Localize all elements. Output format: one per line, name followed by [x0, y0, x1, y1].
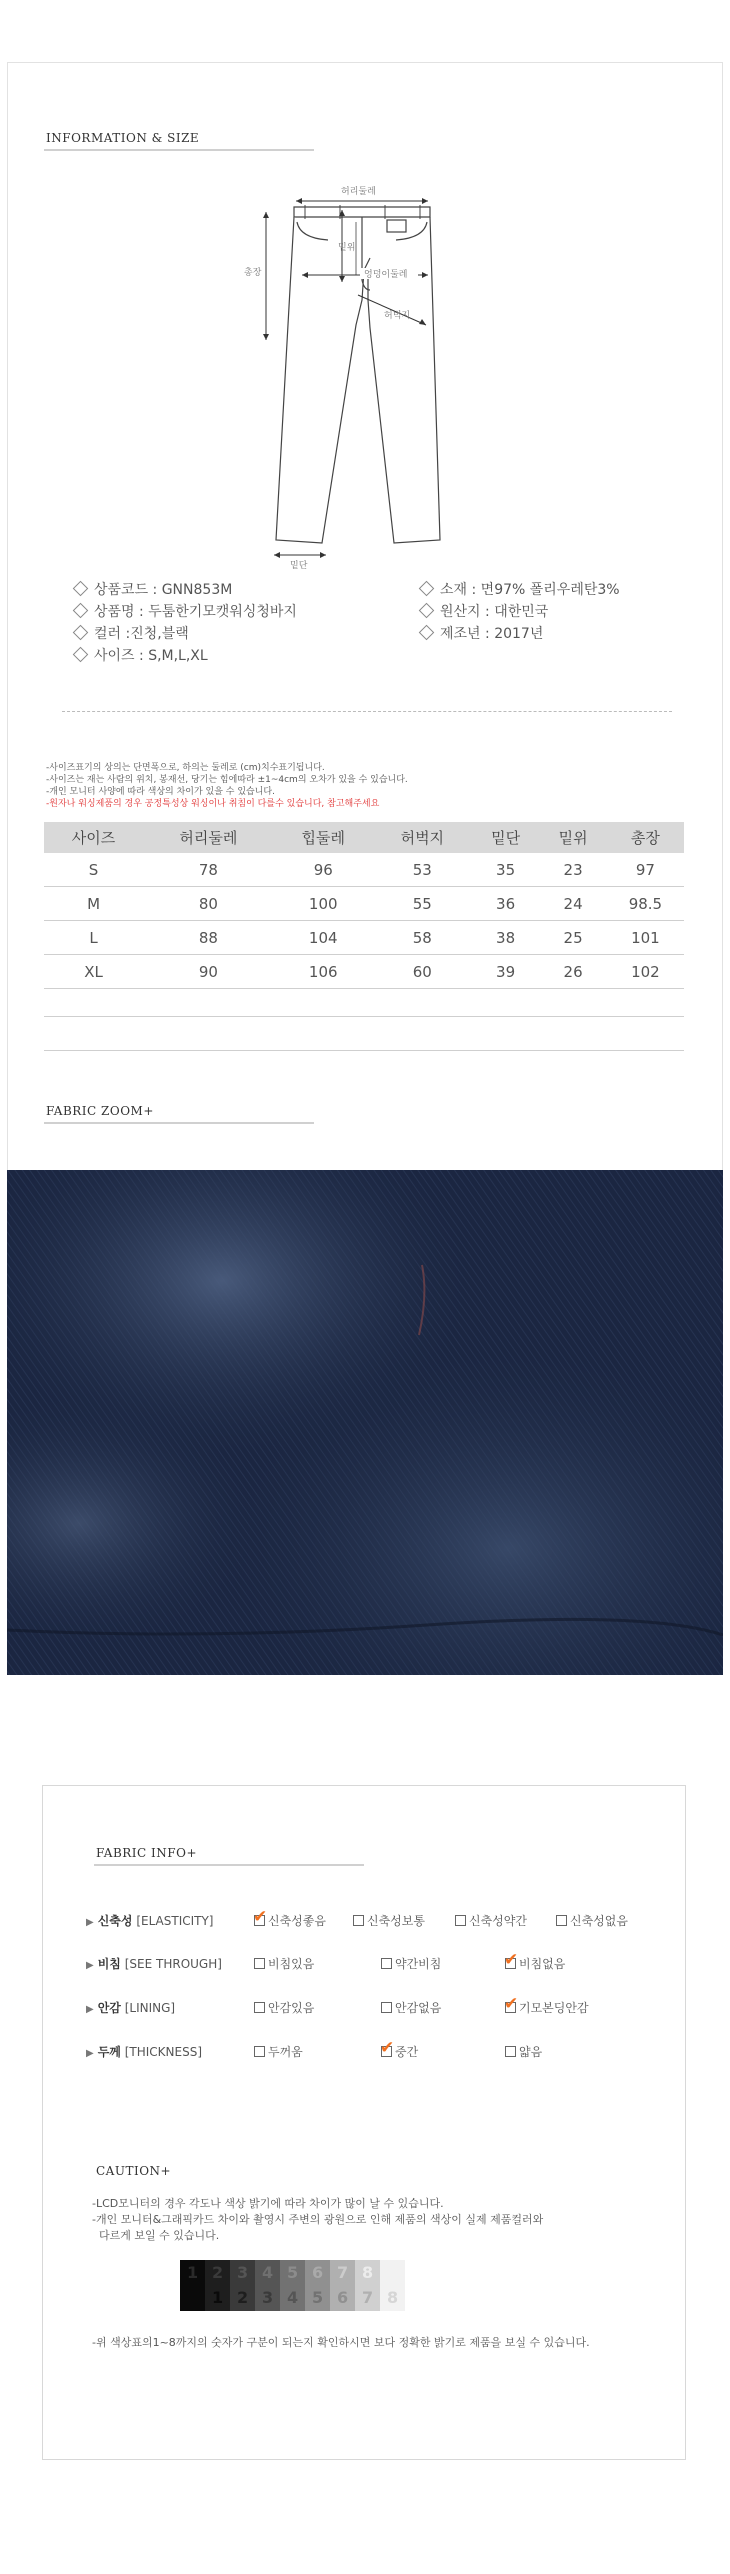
option-see-through-yes: 비침있음: [254, 1955, 314, 1972]
table-row: L 88 104 58 38 25 101: [44, 921, 684, 955]
dashed-divider: [62, 711, 672, 712]
checkbox-checked-icon: [505, 2002, 516, 2013]
size-table-header: 사이즈 허리둘레 힙둘레 허벅지 밑단 밑위 총장: [44, 822, 684, 853]
checkbox-icon: [381, 2002, 392, 2013]
diamond-icon: [72, 602, 88, 618]
option-elasticity-none: 신축성없음: [556, 1912, 628, 1929]
swatch-3: 3 2: [230, 2260, 255, 2311]
table-row: S 78 96 53 35 23 97: [44, 853, 684, 887]
caution-title: CAUTION+: [96, 2164, 172, 2178]
option-elasticity-normal: 신축성보통: [353, 1912, 425, 1929]
swatch-7: 7 6: [330, 2260, 355, 2311]
table-divider: [44, 1016, 684, 1017]
size-notes: -사이즈표기의 상의는 단면폭으로, 하의는 둘레로 (cm)치수표기됩니다. -사이즈는 재는 사람의 위치, 봉재선, 당기는 힘에따라 ±1~4cm의 오차가 있을 수 있습니다. -개인 모니터 사양에 따라 색상의 차이가 있을 수 있습니다. -원자나 워싱제품의 경우 공정특성상 워싱이나 취침이 다를수 있습니다, 참고해주세요: [46, 763, 408, 809]
diamond-icon: [72, 646, 88, 662]
fabric-row-thickness: ▶ 두께 [THICKNESS]: [86, 2045, 203, 2059]
checkbox-icon: [505, 2046, 516, 2057]
checkbox-checked-icon: [505, 1958, 516, 1969]
waist-label: 허리둘레: [341, 187, 376, 197]
fabric-info-box: [42, 1785, 686, 2460]
diamond-icon: [418, 624, 434, 640]
arrow-right-icon: ▶: [86, 1960, 94, 1971]
option-lining-fleece: ✔ 기모본딩안감: [505, 1999, 589, 2016]
fabric-row-elasticity: ▶ 신축성 [ELASTICITY]: [86, 1914, 214, 1928]
arrow-right-icon: ▶: [86, 1917, 94, 1928]
swatch-1: 1: [180, 2260, 205, 2311]
checkbox-checked-icon: [254, 1915, 265, 1926]
caution-footer: -위 색상표의1~8까지의 숫자가 구분이 되는지 확인하시면 보다 정확한 밝기로 제품을 보실 수 있습니다.: [92, 2336, 590, 2349]
jeans-size-diagram: [0, 0, 730, 580]
fabric-zoom-title: FABRIC ZOOM+: [46, 1104, 154, 1118]
swatch-9: 8: [380, 2260, 405, 2311]
spec-item: 컬러 :진청,블랙: [72, 623, 297, 645]
checkbox-icon: [455, 1915, 466, 1926]
option-thickness-thin: 얇음: [505, 2043, 542, 2060]
checkbox-checked-icon: [381, 2046, 392, 2057]
checkbox-icon: [353, 1915, 364, 1926]
fabric-info-underline: [94, 1864, 364, 1866]
rise-label: 밑위: [338, 243, 356, 253]
spec-item: 소재 : 면97% 폴리우레탄3%: [418, 579, 620, 601]
caution-text: -LCD모니터의 경우 각도나 색상 밝기에 따라 차이가 많이 날 수 있습니다. -개인 모니터&그래픽카드 차이와 촬영시 주변의 광원으로 인해 제품의 색상이 실제 제품컬러와 다르게 보일 수 있습니다.: [92, 2197, 544, 2242]
swatch-8: 8 7: [355, 2260, 380, 2311]
size-table: [44, 822, 684, 989]
checkbox-icon: [381, 1958, 392, 1969]
arrow-right-icon: ▶: [86, 2048, 94, 2059]
info-section-title: INFORMATION & SIZE: [46, 131, 200, 145]
option-elasticity-good: ✔ 신축성좋음: [254, 1912, 326, 1929]
diamond-icon: [72, 580, 88, 596]
table-row: XL 90 106 60 39 26 102: [44, 955, 684, 989]
spec-list-left: [72, 579, 297, 667]
fabric-row-lining: ▶ 안감 [LINING]: [86, 2001, 176, 2015]
spec-item: 사이즈 : S,M,L,XL: [72, 645, 297, 667]
fabric-row-see-through: ▶ 비침 [SEE THROUGH]: [86, 1957, 222, 1971]
spec-item: 상품코드 : GNN853M: [72, 579, 297, 601]
option-lining-none: 안감없음: [381, 1999, 441, 2016]
table-divider: [44, 1050, 684, 1051]
spec-item: 제조년 : 2017년: [418, 623, 620, 645]
swatch-2: 2 1: [205, 2260, 230, 2311]
hem-label: 밑단: [290, 561, 308, 571]
diamond-icon: [418, 580, 434, 596]
fabric-info-title: FABRIC INFO+: [96, 1846, 197, 1860]
option-lining-yes: 안감있음: [254, 1999, 314, 2016]
swatch-4: 4 3: [255, 2260, 280, 2311]
diamond-icon: [418, 602, 434, 618]
brightness-swatches: [180, 2260, 405, 2311]
checkbox-icon: [254, 2046, 265, 2057]
fabric-zoom-photo: [7, 1170, 723, 1675]
spec-item: 상품명 : 두툼한기모캣워싱청바지: [72, 601, 297, 623]
hip-label: 엉덩이둘레: [364, 270, 408, 280]
spec-list-right: [418, 579, 620, 645]
checkbox-icon: [556, 1915, 567, 1926]
checkbox-icon: [254, 2002, 265, 2013]
spec-item: 원산지 : 대한민국: [418, 601, 620, 623]
thigh-label: 허벅지: [384, 311, 411, 321]
option-see-through-slight: 약간비침: [381, 1955, 441, 1972]
fabric-zoom-underline: [44, 1122, 314, 1124]
arrow-right-icon: ▶: [86, 2004, 94, 2015]
swatch-6: 6 5: [305, 2260, 330, 2311]
option-see-through-none: ✔ 비침없음: [505, 1955, 565, 1972]
length-label: 총장: [244, 268, 262, 278]
table-row: M 80 100 55 36 24 98.5: [44, 887, 684, 921]
diamond-icon: [72, 624, 88, 640]
warning-note: -원자나 워싱제품의 경우 공정특성상 워싱이나 취침이 다를수 있습니다, 참고해주세요: [46, 799, 380, 809]
checkbox-icon: [254, 1958, 265, 1969]
option-elasticity-slight: 신축성약간: [455, 1912, 527, 1929]
option-thickness-medium: ✔ 중간: [381, 2043, 418, 2060]
swatch-5: 5 4: [280, 2260, 305, 2311]
option-thickness-thick: 두꺼움: [254, 2043, 303, 2060]
